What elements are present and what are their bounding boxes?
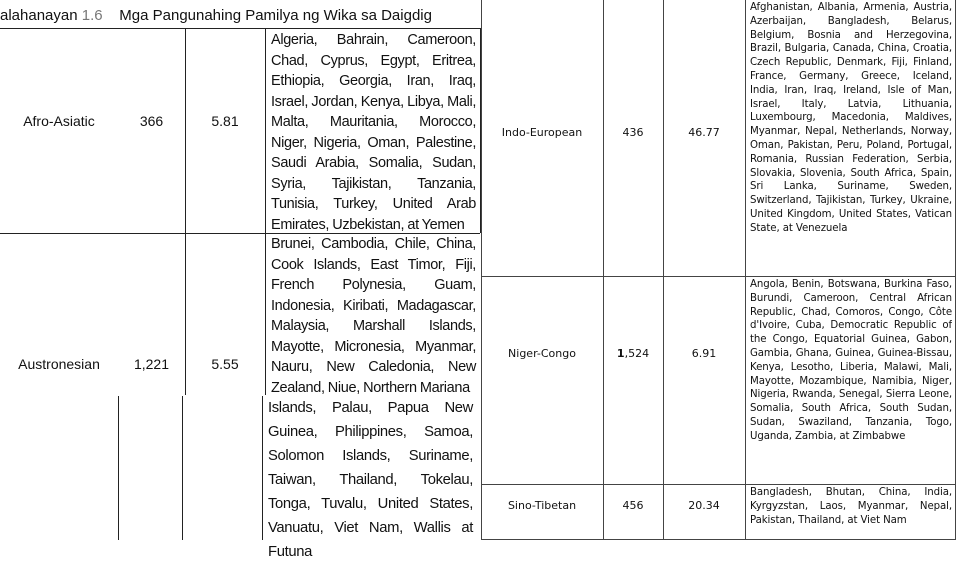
- right-col-3: [745, 0, 746, 540]
- country-list: Brunei, Cambodia, Chile, China, Cook Islands, East Timor, Fiji, French Polynesia, Guam, Indonesia, Kiribati, Madagascar, Malaysia, Marshall Islands, Mayotte, Micronesia, Myanmar, Nauru, New Caledonia, New Zealand, Niue, Northern Mariana: [271, 236, 476, 396]
- percent-value: 20.34: [688, 498, 720, 512]
- table-caption: [0, 5, 480, 27]
- caption-title: Mga Pangunahing Pamilya ng Wika sa Daigdig: [119, 7, 432, 24]
- caption-number: 1.6: [81, 7, 103, 24]
- family-name: Austronesian: [18, 356, 100, 372]
- country-list: Angola, Benin, Botswana, Burkina Faso, Burundi, Cameroon, Central African Republic, Chad, Comoros, Congo, Côte d'Ivoire, Cuba, Democratic Republic of the Congo, Equatorial Guinea, Gabon, Gambia, Ghana, Guinea, Guinea-Bissau, Kenya, Lesotho, Liberia, Malawi, Mali, Mayotte, Mozambique, Namibia, Niger, Nigeria, Rwanda, Senegal, Sierra Leone, Somalia, South Africa, South Sudan, Sudan, Swaziland, Tanzania, Togo, Uganda, Zambia, at Zimbabwe: [750, 279, 952, 442]
- country-list-continued: Islands, Palau, Papua New Guinea, Philippines, Samoa, Solomon Islands, Suriname, Taiwan, Thailand, Tokelau, Tonga, Tuvalu, United States, Vanuatu, Viet Nam, Wallis at Futuna: [268, 400, 473, 560]
- family-name: Sino-Tibetan: [507, 498, 577, 512]
- country-list: Algeria, Bahrain, Cameroon, Chad, Cyprus, Egypt, Eritrea, Ethiopia, Georgia, Iran, Iraq, Israel, Jordan, Kenya, Libya, Mali, Malta, Mauritania, Morocco, Niger, Nigeria, Oman, Palestine, Saudi Arabia, Somalia, Sudan, Syria, Tajikistan, Tanzania, Tunisia, Turkey, United Arab Emirates, Uzbekistan, at Yemen: [271, 32, 476, 233]
- percent-value: 6.91: [691, 346, 717, 360]
- language-count: 456: [622, 498, 644, 512]
- family-name: Niger-Congo: [508, 346, 576, 360]
- family-name: Afro-Asiatic: [23, 112, 95, 129]
- percent-value: 46.77: [688, 125, 720, 139]
- language-count: [603, 277, 663, 429]
- language-count: 436: [622, 125, 644, 139]
- language-count: 1,221: [133, 356, 170, 372]
- caption-prefix: alahanayan: [0, 7, 78, 24]
- column-divider-2: [265, 28, 266, 233]
- country-list: Bangladesh, Bhutan, China, India, Kyrgyzstan, Laos, Myanmar, Nepal, Pakistan, Thailand, at Viet Nam: [750, 487, 952, 526]
- percent-value: 5.55: [211, 356, 239, 372]
- language-count-rest: ,524: [624, 346, 650, 360]
- country-list: Afghanistan, Albania, Armenia, Austria, Azerbaijan, Bangladesh, Belarus, Belgium, Bosnia and Herzegovina, Brazil, Bulgaria, Canada, China, Croatia, Czech Republic, Denmark, Fiji, Finland, France, Germany, Greece, Iceland, India, Iran, Iraq, Ireland, Isle of Man, Israel, Italy, Latvia, Lithuania, Luxembourg, Macedonia, Maldives, Myanmar, Nepal, Netherlands, Norway, Oman, Pakistan, Peru, Poland, Portugal, Romania, Russian Federation, Serbia, Slovakia, Slovenia, South Africa, Spain, Sri Lanka, Suriname, Sweden, Switzerland, Tajikistan, Turkey, Ukraine, United Kingdom, United States, Vatican State, at Venezuela: [750, 2, 952, 234]
- language-count: 366: [139, 112, 164, 129]
- column-divider-2b: [265, 233, 266, 395]
- language-count-lead: 1: [616, 346, 625, 360]
- percent-value: 5.81: [211, 112, 239, 129]
- family-name: Indo-European: [501, 125, 583, 139]
